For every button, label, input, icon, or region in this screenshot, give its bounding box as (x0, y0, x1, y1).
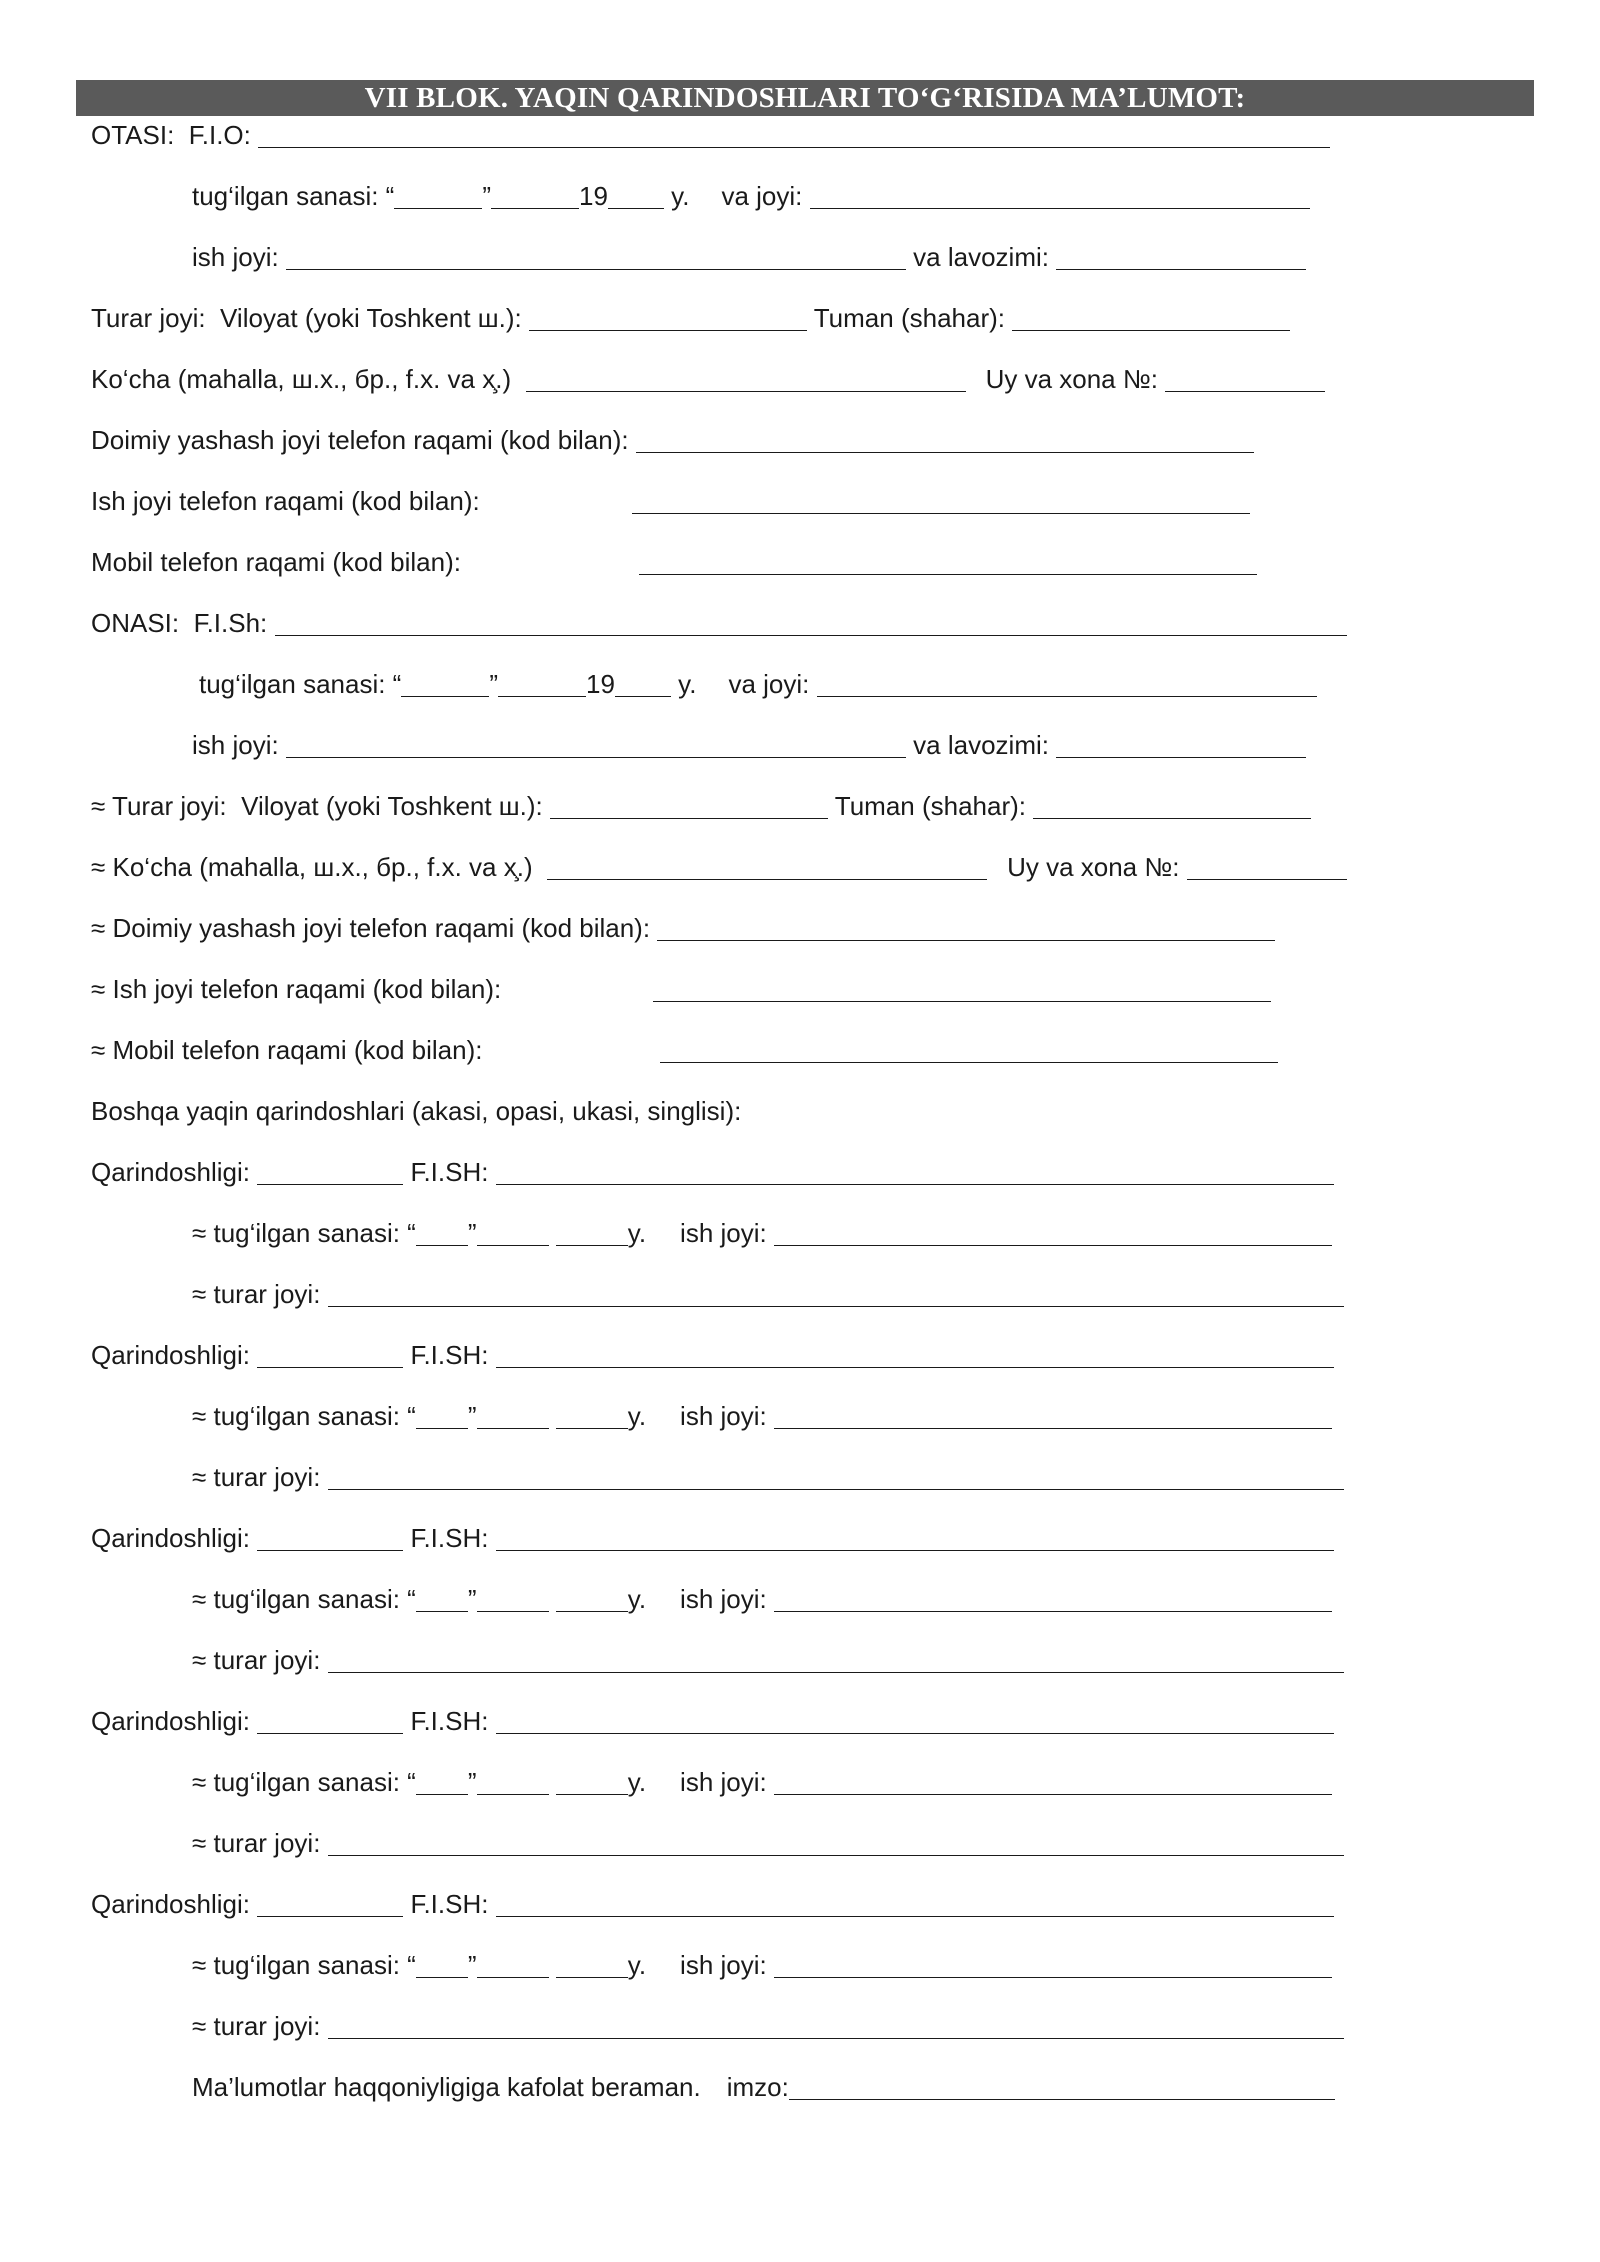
mother-mobile-row (91, 1032, 1278, 1068)
father-work-label: ish joyi: (192, 242, 279, 272)
guarantee-row (192, 2069, 1335, 2105)
mother-place-label: va joyi: (728, 669, 810, 699)
father-work-field[interactable] (286, 241, 906, 270)
quote-close: ” (467, 1401, 477, 1431)
year-prefix: 19 (586, 669, 615, 699)
relative-work-label: ish joyi: (680, 1218, 767, 1248)
father-house-field[interactable] (1165, 363, 1325, 392)
mother-fio-field[interactable] (275, 607, 1347, 636)
relative-work-field[interactable] (774, 1949, 1332, 1978)
relative-birth-label: ≈ tug‘ilgan sanasi: “ (192, 1950, 416, 1980)
father-work-phone-label: Ish joyi telefon raqami (kod bilan): (91, 486, 480, 516)
father-birth-place-field[interactable] (810, 180, 1310, 209)
mother-birth-place-field[interactable] (817, 668, 1317, 697)
mother-birth-label: tug‘ilgan sanasi: “ (199, 669, 402, 699)
mother-street-row (91, 849, 1347, 885)
father-fio-label: OTASI: F.I.O: (91, 120, 251, 150)
signature-field[interactable] (789, 2071, 1335, 2100)
relative-residence-label: ≈ turar joyi: (192, 1645, 321, 1675)
year-prefix: 19 (579, 181, 608, 211)
relative-birth-row (192, 1215, 1332, 1251)
other-relatives-heading: Boshqa yaqin qarindoshlari (akasi, opasi, ukasi, singlisi): (91, 1096, 742, 1126)
birth-day-field[interactable] (416, 1766, 468, 1795)
father-birth-month-field[interactable] (491, 180, 579, 209)
birth-year-field[interactable] (556, 1400, 628, 1429)
mother-street-label: ≈ Ko‘cha (mahalla, ш.х., бр., f.x. va х̧.) (91, 852, 533, 882)
mother-work-phone-row (91, 971, 1271, 1007)
father-work-row (192, 239, 1306, 275)
birth-year-field[interactable] (556, 1217, 628, 1246)
father-home-phone-label: Doimiy yashash joyi telefon raqami (kod bilan): (91, 425, 629, 455)
father-house-label: Uy va xona №: (985, 364, 1158, 394)
relative-residence-field[interactable] (328, 1644, 1344, 1673)
relative-row (91, 1154, 1334, 1190)
quote-close: ” (467, 1767, 477, 1797)
mother-birth-row (199, 666, 1317, 702)
birth-day-field[interactable] (416, 1583, 468, 1612)
birth-year-field[interactable] (556, 1766, 628, 1795)
father-work-phone-row (91, 483, 1250, 519)
father-mobile-field[interactable] (639, 546, 1257, 575)
father-street-field[interactable] (526, 363, 966, 392)
relation-field[interactable] (257, 1888, 403, 1917)
relation-label: Qarindoshligi: (91, 1157, 250, 1187)
mother-street-field[interactable] (547, 851, 987, 880)
father-district-label: Tuman (shahar): (813, 303, 1005, 333)
year-suffix: y. (627, 1401, 647, 1431)
fish-field[interactable] (496, 1339, 1334, 1368)
mother-work-row (192, 727, 1306, 763)
relative-row (91, 1703, 1334, 1739)
father-birth-year-field[interactable] (608, 180, 664, 209)
mother-work-label: ish joyi: (192, 730, 279, 760)
birth-month-field[interactable] (477, 1217, 549, 1246)
father-street-row (91, 361, 1325, 397)
year-suffix: y. (627, 1767, 647, 1797)
father-residence-label: Turar joyi: Viloyat (yoki Toshkent ш.): (91, 303, 522, 333)
mother-fio-label: ONASI: F.I.Sh: (91, 608, 268, 638)
relative-birth-label: ≈ tug‘ilgan sanasi: “ (192, 1767, 416, 1797)
birth-month-field[interactable] (477, 1583, 549, 1612)
father-home-phone-row (91, 422, 1254, 458)
relative-work-field[interactable] (774, 1583, 1332, 1612)
quote-close: ” (467, 1584, 477, 1614)
relation-label: Qarindoshligi: (91, 1340, 250, 1370)
mother-work-phone-field[interactable] (653, 973, 1271, 1002)
relative-residence-row (192, 2008, 1344, 2044)
birth-day-field[interactable] (416, 1400, 468, 1429)
relative-birth-label: ≈ tug‘ilgan sanasi: “ (192, 1218, 416, 1248)
fish-field[interactable] (496, 1888, 1334, 1917)
guarantee-text: Ma’lumotlar haqqoniyligiga kafolat beraman. (192, 2072, 701, 2102)
birth-year-field[interactable] (556, 1583, 628, 1612)
relative-residence-row (192, 1459, 1344, 1495)
birth-day-field[interactable] (416, 1949, 468, 1978)
relation-field[interactable] (257, 1522, 403, 1551)
relative-residence-label: ≈ turar joyi: (192, 2011, 321, 2041)
father-place-label: va joyi: (721, 181, 803, 211)
year-suffix: y. (670, 669, 697, 699)
relative-work-field[interactable] (774, 1766, 1332, 1795)
father-fio-field[interactable] (258, 119, 1330, 148)
relative-work-label: ish joyi: (680, 1950, 767, 1980)
mother-work-phone-label: ≈ Ish joyi telefon raqami (kod bilan): (91, 974, 502, 1004)
relative-row (91, 1886, 1334, 1922)
quote-close: ” (467, 1218, 477, 1248)
fish-field[interactable] (496, 1705, 1334, 1734)
fish-label: F.I.SH: (410, 1523, 489, 1553)
relative-residence-field[interactable] (328, 2010, 1344, 2039)
relative-residence-row (192, 1276, 1344, 1312)
fish-label: F.I.SH: (410, 1889, 489, 1919)
father-fio-row (91, 117, 1330, 153)
relative-residence-label: ≈ turar joyi: (192, 1828, 321, 1858)
fish-field[interactable] (496, 1522, 1334, 1551)
relative-residence-label: ≈ turar joyi: (192, 1462, 321, 1492)
mother-house-label: Uy va xona №: (1007, 852, 1180, 882)
father-birth-row (192, 178, 1310, 214)
fish-label: F.I.SH: (410, 1157, 489, 1187)
relative-birth-label: ≈ tug‘ilgan sanasi: “ (192, 1584, 416, 1614)
year-suffix: y. (627, 1218, 647, 1248)
relative-row (91, 1337, 1334, 1373)
mother-fio-row (91, 605, 1347, 641)
father-birth-day-field[interactable] (394, 180, 482, 209)
relative-residence-field[interactable] (328, 1827, 1344, 1856)
relative-residence-row (192, 1825, 1344, 1861)
relative-work-field[interactable] (774, 1400, 1332, 1429)
mother-home-phone-field[interactable] (657, 912, 1275, 941)
father-position-label: va lavozimi: (913, 242, 1049, 272)
relation-field[interactable] (257, 1705, 403, 1734)
relative-work-label: ish joyi: (680, 1401, 767, 1431)
fish-label: F.I.SH: (410, 1706, 489, 1736)
year-suffix: y. (627, 1950, 647, 1980)
father-district-field[interactable] (1012, 302, 1290, 331)
mother-home-phone-row (91, 910, 1275, 946)
relative-work-label: ish joyi: (680, 1584, 767, 1614)
mother-mobile-label: ≈ Mobil telefon raqami (kod bilan): (91, 1035, 483, 1065)
relation-field[interactable] (257, 1339, 403, 1368)
mother-birth-year-field[interactable] (615, 668, 671, 697)
fish-label: F.I.SH: (410, 1340, 489, 1370)
mother-birth-day-field[interactable] (401, 668, 489, 697)
relative-birth-row (192, 1764, 1332, 1800)
mother-mobile-field[interactable] (660, 1034, 1278, 1063)
father-position-field[interactable] (1056, 241, 1306, 270)
father-residence-row (91, 300, 1290, 336)
mother-region-field[interactable] (550, 790, 828, 819)
birth-year-field[interactable] (556, 1949, 628, 1978)
relative-work-field[interactable] (774, 1217, 1332, 1246)
relative-row (91, 1520, 1334, 1556)
mother-position-field[interactable] (1056, 729, 1306, 758)
year-suffix: y. (627, 1584, 647, 1614)
birth-month-field[interactable] (477, 1949, 549, 1978)
father-mobile-row (91, 544, 1257, 580)
father-work-phone-field[interactable] (632, 485, 1250, 514)
relative-birth-label: ≈ tug‘ilgan sanasi: “ (192, 1401, 416, 1431)
mother-district-label: Tuman (shahar): (834, 791, 1026, 821)
mother-birth-month-field[interactable] (498, 668, 586, 697)
relative-birth-row (192, 1581, 1332, 1617)
relative-work-label: ish joyi: (680, 1767, 767, 1797)
relative-residence-row (192, 1642, 1344, 1678)
relative-residence-label: ≈ turar joyi: (192, 1279, 321, 1309)
relative-residence-field[interactable] (328, 1461, 1344, 1490)
birth-month-field[interactable] (477, 1400, 549, 1429)
mother-house-field[interactable] (1187, 851, 1347, 880)
section-title: VII BLOK. YAQIN QARINDOSHLARI TO‘G‘RISIDA MA’LUMOT: (76, 80, 1534, 116)
relative-birth-row (192, 1398, 1332, 1434)
mother-district-field[interactable] (1033, 790, 1311, 819)
father-street-label: Ko‘cha (mahalla, ш.х., бр., f.x. va х̧.) (91, 364, 512, 394)
birth-month-field[interactable] (477, 1766, 549, 1795)
relative-birth-row (192, 1947, 1332, 1983)
fish-field[interactable] (496, 1156, 1334, 1185)
relation-field[interactable] (257, 1156, 403, 1185)
mother-residence-label: ≈ Turar joyi: Viloyat (yoki Toshkent ш.): (91, 791, 543, 821)
relative-residence-field[interactable] (328, 1278, 1344, 1307)
year-suffix: y. (663, 181, 690, 211)
mother-home-phone-label: ≈ Doimiy yashash joyi telefon raqami (kod bilan): (91, 913, 651, 943)
mother-work-field[interactable] (286, 729, 906, 758)
quote-close: ” (482, 181, 492, 211)
father-birth-label: tug‘ilgan sanasi: “ (192, 181, 395, 211)
birth-day-field[interactable] (416, 1217, 468, 1246)
father-home-phone-field[interactable] (636, 424, 1254, 453)
father-region-field[interactable] (529, 302, 807, 331)
relation-label: Qarindoshligi: (91, 1889, 250, 1919)
quote-close: ” (467, 1950, 477, 1980)
mother-position-label: va lavozimi: (913, 730, 1049, 760)
father-mobile-label: Mobil telefon raqami (kod bilan): (91, 547, 461, 577)
relation-label: Qarindoshligi: (91, 1706, 250, 1736)
relation-label: Qarindoshligi: (91, 1523, 250, 1553)
mother-residence-row (91, 788, 1311, 824)
signature-label: imzo: (726, 2072, 789, 2102)
quote-close: ” (489, 669, 499, 699)
